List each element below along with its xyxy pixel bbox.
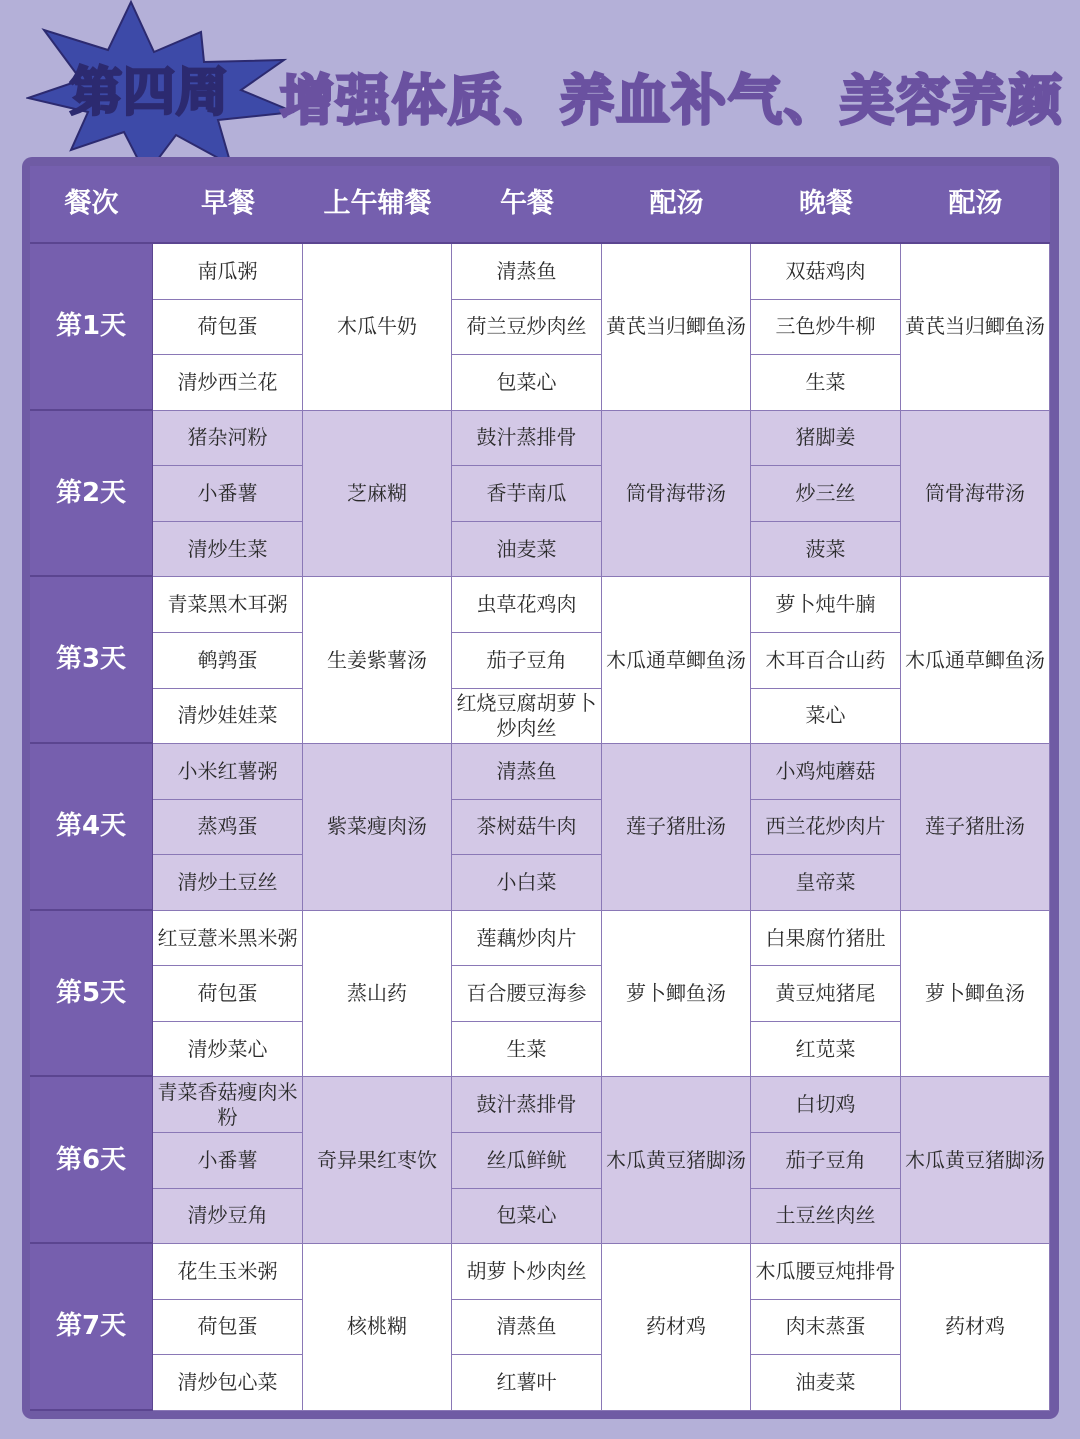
- breakfast-item: 红豆薏米黑米粥: [153, 911, 303, 967]
- day-label: 第7天: [30, 1244, 153, 1411]
- header-cell: 晚餐: [751, 166, 901, 244]
- day-label: 第2天: [30, 411, 153, 578]
- day-label: 第3天: [30, 577, 153, 744]
- lunch-item: 包菜心: [452, 1189, 602, 1245]
- dinner-item: 红苋菜: [751, 1022, 901, 1078]
- dinner-item: 土豆丝肉丝: [751, 1189, 901, 1245]
- breakfast-item: 小番薯: [153, 1133, 303, 1189]
- morning-snack-cell: 核桃糊: [303, 1244, 452, 1411]
- dinner-item: 木瓜腰豆炖排骨: [751, 1244, 901, 1300]
- lunch-item: 丝瓜鲜鱿: [452, 1133, 602, 1189]
- lunch-item: 虫草花鸡肉: [452, 577, 602, 633]
- lunch-item: 鼓汁蒸排骨: [452, 1077, 602, 1133]
- dinner-soup-cell: 黄芪当归鲫鱼汤: [901, 244, 1050, 411]
- lunch-item: 清蒸鱼: [452, 1300, 602, 1356]
- dinner-item: 小鸡炖蘑菇: [751, 744, 901, 800]
- breakfast-item: 南瓜粥: [153, 244, 303, 300]
- lunch-soup-cell: 木瓜黄豆猪脚汤: [602, 1077, 751, 1244]
- dinner-item: 猪脚姜: [751, 411, 901, 467]
- page-header: [0, 0, 1080, 160]
- morning-snack-cell: 奇异果红枣饮: [303, 1077, 452, 1244]
- lunch-item: 红烧豆腐胡萝卜炒肉丝: [452, 689, 602, 745]
- dinner-item: 白切鸡: [751, 1077, 901, 1133]
- lunch-item: 茶树菇牛肉: [452, 800, 602, 856]
- morning-snack-cell: 木瓜牛奶: [303, 244, 452, 411]
- morning-snack-cell: 紫菜瘦肉汤: [303, 744, 452, 911]
- lunch-item: 胡萝卜炒肉丝: [452, 1244, 602, 1300]
- header-cell: 午餐: [452, 166, 602, 244]
- lunch-item: 鼓汁蒸排骨: [452, 411, 602, 467]
- dinner-soup-cell: 筒骨海带汤: [901, 411, 1050, 578]
- lunch-item: 茄子豆角: [452, 633, 602, 689]
- lunch-item: 香芋南瓜: [452, 466, 602, 522]
- dinner-soup-cell: 木瓜通草鲫鱼汤: [901, 577, 1050, 744]
- dinner-soup-cell: 木瓜黄豆猪脚汤: [901, 1077, 1050, 1244]
- lunch-item: 红薯叶: [452, 1355, 602, 1411]
- lunch-item: 油麦菜: [452, 522, 602, 578]
- lunch-item: 莲藕炒肉片: [452, 911, 602, 967]
- dinner-item: 油麦菜: [751, 1355, 901, 1411]
- day-label: 第1天: [30, 244, 153, 411]
- dinner-soup-cell: 萝卜鲫鱼汤: [901, 911, 1050, 1078]
- breakfast-item: 清炒西兰花: [153, 355, 303, 411]
- lunch-item: 生菜: [452, 1022, 602, 1078]
- lunch-soup-cell: 莲子猪肚汤: [602, 744, 751, 911]
- breakfast-item: 花生玉米粥: [153, 1244, 303, 1300]
- lunch-soup-cell: 黄芪当归鲫鱼汤: [602, 244, 751, 411]
- week-badge: 第四周: [70, 63, 230, 123]
- dinner-item: 菜心: [751, 689, 901, 745]
- morning-snack-cell: 生姜紫薯汤: [303, 577, 452, 744]
- lunch-item: 百合腰豆海参: [452, 966, 602, 1022]
- breakfast-item: 清炒娃娃菜: [153, 689, 303, 745]
- dinner-item: 炒三丝: [751, 466, 901, 522]
- lunch-soup-cell: 木瓜通草鲫鱼汤: [602, 577, 751, 744]
- lunch-soup-cell: 萝卜鲫鱼汤: [602, 911, 751, 1078]
- dinner-item: 萝卜炖牛腩: [751, 577, 901, 633]
- breakfast-item: 青菜黑木耳粥: [153, 577, 303, 633]
- day-label: 第6天: [30, 1077, 153, 1244]
- header-cell: 早餐: [153, 166, 303, 244]
- dinner-item: 肉末蒸蛋: [751, 1300, 901, 1356]
- breakfast-item: 清炒包心菜: [153, 1355, 303, 1411]
- lunch-item: 荷兰豆炒肉丝: [452, 300, 602, 356]
- header-cell: 配汤: [901, 166, 1050, 244]
- dinner-item: 皇帝菜: [751, 855, 901, 911]
- breakfast-item: 清炒豆角: [153, 1189, 303, 1245]
- dinner-item: 木耳百合山药: [751, 633, 901, 689]
- breakfast-item: 荷包蛋: [153, 300, 303, 356]
- dinner-soup-cell: 莲子猪肚汤: [901, 744, 1050, 911]
- day-label: 第4天: [30, 744, 153, 911]
- day-label: 第5天: [30, 911, 153, 1078]
- breakfast-item: 青菜香菇瘦肉米粉: [153, 1077, 303, 1133]
- morning-snack-cell: 蒸山药: [303, 911, 452, 1078]
- breakfast-item: 猪杂河粉: [153, 411, 303, 467]
- morning-snack-cell: 芝麻糊: [303, 411, 452, 578]
- dinner-item: 茄子豆角: [751, 1133, 901, 1189]
- lunch-item: 清蒸鱼: [452, 244, 602, 300]
- meal-plan-table: [30, 166, 1050, 1411]
- breakfast-item: 鹌鹑蛋: [153, 633, 303, 689]
- dinner-item: 菠菜: [751, 522, 901, 578]
- header-cell: 上午辅餐: [303, 166, 452, 244]
- header-cell: 配汤: [602, 166, 751, 244]
- breakfast-item: 清炒菜心: [153, 1022, 303, 1078]
- dinner-soup-cell: 药材鸡: [901, 1244, 1050, 1411]
- lunch-item: 小白菜: [452, 855, 602, 911]
- lunch-soup-cell: 药材鸡: [602, 1244, 751, 1411]
- breakfast-item: 蒸鸡蛋: [153, 800, 303, 856]
- lunch-item: 清蒸鱼: [452, 744, 602, 800]
- lunch-soup-cell: 筒骨海带汤: [602, 411, 751, 578]
- breakfast-item: 小米红薯粥: [153, 744, 303, 800]
- dinner-item: 双菇鸡肉: [751, 244, 901, 300]
- breakfast-item: 清炒生菜: [153, 522, 303, 578]
- dinner-item: 黄豆炖猪尾: [751, 966, 901, 1022]
- dinner-item: 三色炒牛柳: [751, 300, 901, 356]
- breakfast-item: 荷包蛋: [153, 1300, 303, 1356]
- lunch-item: 包菜心: [452, 355, 602, 411]
- breakfast-item: 小番薯: [153, 466, 303, 522]
- breakfast-item: 荷包蛋: [153, 966, 303, 1022]
- dinner-item: 西兰花炒肉片: [751, 800, 901, 856]
- dinner-item: 白果腐竹猪肚: [751, 911, 901, 967]
- dinner-item: 生菜: [751, 355, 901, 411]
- page-title: 增强体质、养血补气、美容养颜: [280, 69, 1064, 132]
- header-cell: 餐次: [30, 166, 153, 244]
- breakfast-item: 清炒土豆丝: [153, 855, 303, 911]
